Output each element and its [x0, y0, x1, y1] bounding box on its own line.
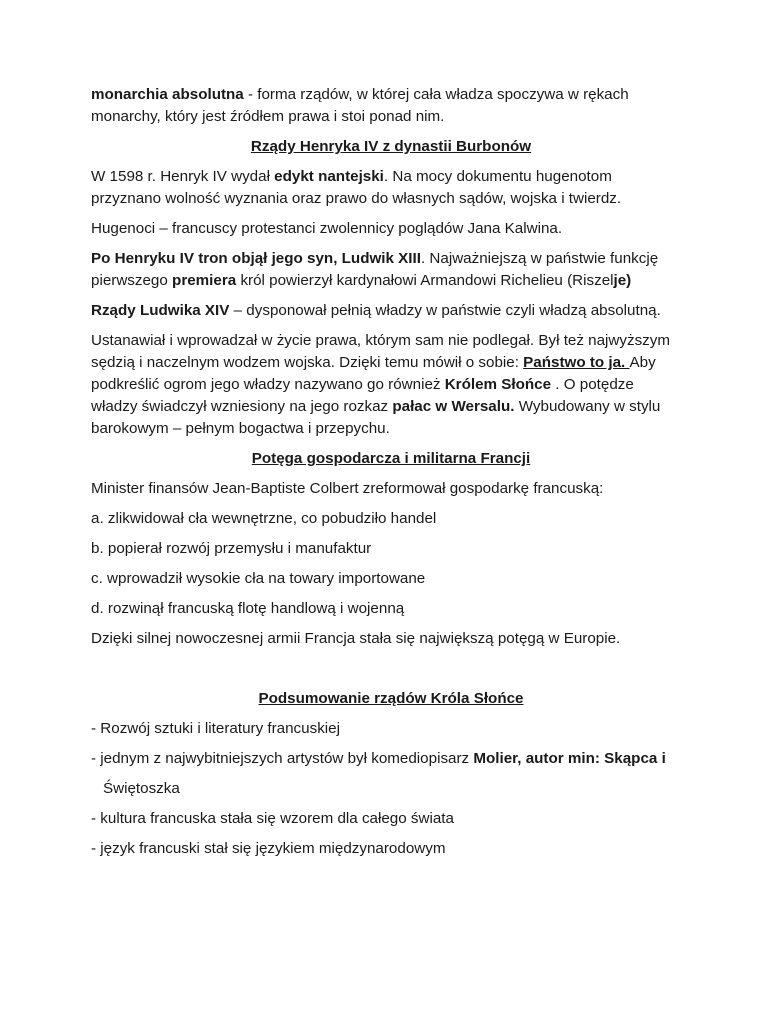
document-page	[91, 84, 691, 868]
paragraph-armia: Dzięki silnej nowoczesnej armii Francja stała się największą potęgą w Europie.	[91, 630, 621, 647]
ustanawial-l3-a: podkreślić ogrom jego władzy nazywano go również	[91, 376, 445, 393]
paragraph-colbert: Minister finansów Jean-Baptiste Colbert zreformował gospodarkę francuską:	[91, 480, 604, 497]
list-item: a. zlikwidował cła wewnętrzne, co pobudziło handel	[91, 510, 437, 527]
list-item: b. popierał rozwój przemysłu i manufaktur	[91, 540, 372, 557]
ustanawial-l2-c: Aby	[629, 354, 656, 371]
summary-item: - Rozwój sztuki i literatury francuskiej	[91, 720, 340, 737]
ludwik14-text: – dysponował pełnią władzy w państwie czyli władzą absolutną.	[229, 302, 661, 319]
ustanawial-l3-c: . O potędze	[551, 376, 634, 393]
henryk-line-1	[91, 166, 691, 188]
ustanawial-line-1: Ustanawiał i wprowadzał w życie prawa, którym sam nie podlegał. Był też najwyższym	[91, 332, 671, 349]
intro-paragraph	[91, 84, 691, 128]
summary-item	[91, 748, 691, 770]
heading-podsumowanie: Podsumowanie rządów Króla Słońce	[258, 690, 524, 707]
henryk-text-c: . Na mocy dokumentu hugenotom	[383, 168, 612, 185]
ustanawial-l4-a: władzy świadczył wzniesiony na jego rozkaz	[91, 398, 393, 415]
ustanawial-line-4	[91, 396, 691, 418]
summary-item: - kultura francuska stała się wzorem dla całego świata	[91, 810, 454, 827]
panstwo-to-ja: Państwo to ja.	[523, 354, 630, 371]
paragraph-henryk	[91, 166, 691, 210]
ludwik13-l2-c: król powierzył kardynałowi Armandowi Richelieu (Riszel	[236, 272, 614, 289]
term-monarchia: monarchia absolutna	[91, 86, 244, 103]
ludwik14-bold: Rządy Ludwika XIV	[91, 302, 230, 319]
ustanawial-line-2	[91, 352, 691, 374]
ludwik13-line-1	[91, 248, 691, 270]
premiera-bold: premiera	[172, 272, 237, 289]
krolem-slonce: Królem Słońce	[444, 376, 552, 393]
henryk-text-a: W 1598 r. Henryk IV wydał	[91, 168, 275, 185]
summary-item-continuation: Świętoszka	[103, 780, 180, 797]
list-item: c. wprowadził wysokie cła na towary importowane	[91, 570, 426, 587]
intro-line-1	[91, 84, 691, 106]
riszelje-bold: je)	[613, 272, 632, 289]
ludwik13-line-2	[91, 270, 691, 292]
summary-item-2-c: autor min: Skąpca i	[521, 750, 666, 767]
paragraph-ludwik-xiii	[91, 248, 691, 292]
heading-henryk: Rządy Henryka IV z dynastii Burbonów	[250, 138, 532, 155]
molier-bold: Molier,	[473, 750, 522, 767]
palac-w-wersalu: pałac w Wersalu.	[392, 398, 515, 415]
summary-item: - język francuski stał się językiem międzynarodowym	[91, 840, 446, 857]
henryk-line-2: przyznano wolność wyznania oraz prawo do własnych sądów, wojska i twierdz.	[91, 190, 622, 207]
intro-line-2: monarchy, który jest źródłem prawa i stoi ponad nim.	[91, 108, 445, 125]
paragraph-ustanawial	[91, 330, 691, 440]
paragraph-hugenoci: Hugenoci – francuscy protestanci zwolennicy poglądów Jana Kalwina.	[91, 220, 563, 237]
ustanawial-l4-c: Wybudowany w stylu	[514, 398, 661, 415]
heading-potega: Potęga gospodarcza i militarna Francji	[251, 450, 531, 467]
ustanawial-line-3	[91, 374, 691, 396]
ustanawial-l2-a: sędzią i naczelnym wodzem wojska. Dzięki temu mówił o sobie:	[91, 354, 524, 371]
list-item: d. rozwinął francuską flotę handlową i wojenną	[91, 600, 405, 617]
ludwik13-bold: Po Henryku IV tron objął jego syn, Ludwik XIII	[91, 250, 421, 267]
ludwik13-text: . Najważniejszą w państwie funkcję	[420, 250, 659, 267]
ludwik13-l2-a: pierwszego	[91, 272, 173, 289]
intro-text-1: - forma rządów, w której cała władza spoczywa w rękach	[243, 86, 629, 103]
summary-item-2-a: - jednym z najwybitniejszych artystów był komediopisarz	[91, 750, 474, 767]
paragraph-ludwik-xiv	[91, 300, 691, 322]
ustanawial-line-5: barokowym – pełnym bogactwa i przepychu.	[91, 420, 390, 437]
edykt-nantejski: edykt nantejski	[274, 168, 384, 185]
